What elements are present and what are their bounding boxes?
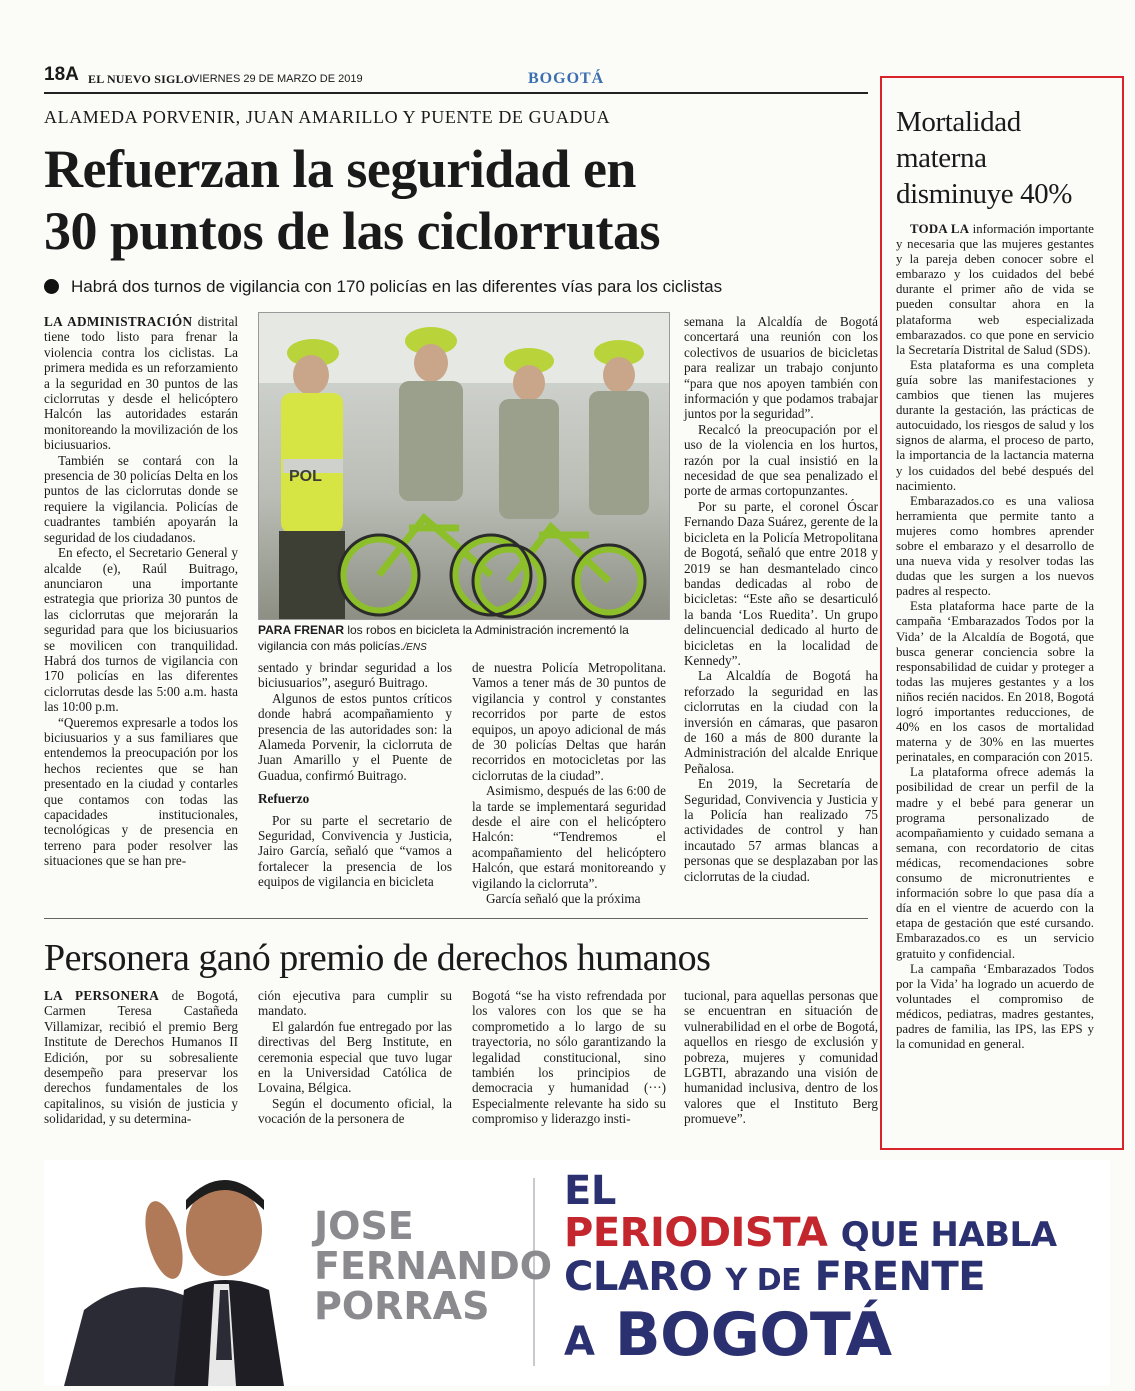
article2-headline: Personera ganó premio de derechos humanos	[44, 937, 711, 979]
advertisement-banner	[44, 1160, 1110, 1386]
paragraph: LA PERSONERA de Bogotá, Carmen Teresa Castañeda Villamizar, recibió el premio Berg Institute de Derechos Humanos II Edición, por su sobresaliente desempeño para preservar los derechos fundamentales de los capitalinos, su visión de justicia y solidaridad, y su determina-	[44, 988, 238, 1127]
ad-slogan	[564, 1170, 1057, 1375]
caption-lead: PARA FRENAR	[258, 623, 344, 637]
paragraph: El galardón fue entregado por las directivas del Berg Institute, en ceremonia especial que tuvo lugar en la Universidad Católica de Lovaina, Bélgica.	[258, 1018, 452, 1096]
slogan-line-3: CLARO Y DE FRENTE	[564, 1254, 986, 1300]
paragraph: sentado y brindar seguridad a los biciusuarios”, aseguró Buitrago.	[258, 660, 452, 691]
article-headline	[44, 138, 864, 262]
name-line-1: JOSE	[314, 1204, 414, 1248]
paragraph: Asimismo, después de las 6:00 de la tarde se implementará seguridad desde el aire con el helicóptero Halcón: “Tendremos el acompañamiento del helicóptero Halcón, que estará monitoreando y vigilando la ciclorruta”.	[472, 783, 666, 891]
issue-date: VIERNES 29 DE MARZO DE 2019	[192, 73, 363, 85]
paragraph: Por su parte, el coronel Óscar Fernando Daza Suárez, gerente de la bicicleta en la Policía Metropolitana de Bogotá, señaló que entre 2018 y 2019 se han desmantelado cinco bandas dedicadas al robo de bicicletas: “Este año se desarticuló la banda ‘Los Ruedita’. Un grupo delincuencial dedicado al hurto de bicicletas en la localidad de Kennedy”.	[684, 498, 878, 668]
photo-credit: /ENS	[403, 642, 427, 653]
slogan-line-4: A BOGOTÁ	[564, 1300, 892, 1370]
paragraph: La Alcaldía de Bogotá ha reforzado la seguridad en las ciclorrutas en la ciudad con la inversión en cámaras, que pasaron de 160 a más de 800 durante la Administración del alcalde Enrique Peñalosa.	[684, 668, 878, 776]
lead-in: LA PERSONERA	[44, 988, 160, 1003]
paragraph: LA ADMINISTRACIÓN distrital tiene todo listo para frenar la violencia contra los ciclistas. La primera medida es un reforzamiento a la seguridad en 30 puntos de las ciclorrutas y desde el helicóptero Halcón las autoridades estarán monitoreando la movilización de los biciusuarios.	[44, 314, 238, 453]
article-column-4	[684, 314, 878, 884]
article-photo	[258, 312, 670, 620]
sidebar-body	[896, 222, 1094, 1052]
lead-in: TODA LA	[910, 222, 970, 236]
paragraph: TODA LA información importante y necesaria que las mujeres gestantes y la pareja deben conocer sobre el embarazo y los cuidados del bebé durante el primer año de vida se pueden consultar ahora en la plataforma web especializada embarazados. co que pone en servicio la Secretaría Distrital de Salud (SDS).	[896, 222, 1094, 357]
paragraph: ción ejecutiva para cumplir su mandato.	[258, 988, 452, 1019]
paragraph: También se contará con la presencia de 30 policías Delta en los puntos de las ciclorrutas donde se requiere la vigilancia. Policías de cuadrantes también apoyarán la seguridad de los ciudadanos.	[44, 452, 238, 545]
paragraph: semana la Alcaldía de Bogotá concertará una reunión con los colectivos de usuarios de bicicletas para realizar un trabajo conjunto “para que nos apoyen también con información y que podamos trabajar juntos por la seguridad”.	[684, 314, 878, 422]
masthead-rule	[44, 92, 868, 94]
article-column-1	[44, 314, 238, 869]
article-column-2	[258, 660, 452, 890]
paragraph: Algunos de estos puntos críticos donde habrá acompañamiento y presencia de las autoridades son: la Alameda Porvenir, la ciclorruta de Juan Amarillo y el Puente de Guadua, confirmó Buitrago.	[258, 690, 452, 783]
sidebar-title	[896, 104, 1116, 212]
sidebar-title-line-1: Mortalidad	[896, 106, 1021, 138]
paragraph: “Queremos expresarle a todos los biciusuarios y a sus familiares que entendemos la preocupación por los hechos recientes que se han presentado en la ciudad y contarles que contamos con todas las capacidades institucionales, tecnológicas y de presencia en terreno para poder resolver las situaciones que se han pre-	[44, 714, 238, 869]
paragraph: de nuestra Policía Metropolitana. Vamos a tener más de 30 puntos de vigilancia y control y constantes recorridos por parte de estos equipos, un apoyo adicional de más de 30 policías Deltas que harán recorridos en motocicletas por las ciclorrutas de la ciudad”.	[472, 660, 666, 783]
sidebar-title-line-2: materna	[896, 142, 987, 174]
paragraph: En 2019, la Secretaría de Seguridad, Convivencia y Justicia y la Policía han realizado 75 actividades de control y han incautado 57 armas blancas a personas que se desplazaban por las ciclorrutas de la ciudad.	[684, 776, 878, 884]
page-number: 18A	[44, 64, 79, 85]
bullet-icon	[44, 279, 59, 294]
paragraph: García señaló que la próxima	[486, 891, 641, 907]
section-subheading: Refuerzo	[258, 791, 310, 807]
article2-column-3	[472, 988, 666, 1127]
headline-line-1: Refuerzan la seguridad en	[44, 139, 636, 199]
paragraph: Según el documento oficial, la vocación de la personera de	[258, 1095, 452, 1127]
paragraph: Por su parte el secretario de Seguridad, Convivencia y Justicia, Jairo García, señaló que “vamos a fortalecer la presencia de los equipos de vigilancia en bicicleta	[258, 812, 452, 890]
candidate-name	[314, 1206, 552, 1326]
paragraph: Recalcó la preocupación por el uso de la violencia en los hurtos, razón por la cual insistió en la necesidad de que sea penalizado el porte de armas cortopunzantes.	[684, 421, 878, 499]
article2-column-4	[684, 988, 878, 1127]
newspaper-name: EL NUEVO SIGLO	[88, 72, 194, 86]
subhead-text: Habrá dos turnos de vigilancia con 170 policías en las diferentes vías para los ciclistas	[71, 277, 723, 296]
article-column-3	[472, 660, 666, 907]
name-line-3: PORRAS	[314, 1284, 490, 1328]
section-name: BOGOTÁ	[528, 70, 605, 87]
paragraph: Bogotá “se ha visto refrendada por los valores con los que se ha comprometido a lo largo de su trayectoria, no sólo garantizando la legalidad constitucional, sino también los principios de democracia y humanidad (···) Especialmente relevante ha sido su compromiso y liderazgo insti-	[472, 988, 666, 1127]
lead-in: LA ADMINISTRACIÓN	[44, 314, 193, 329]
article-divider	[44, 918, 868, 919]
paragraph: Embarazados.co es una valiosa herramienta que permite tanto a mujeres como hombres aprender sobre el embarazo y el desarrollo de una nueva vida y resolver todas las dudas que les surgen a los nuevos padres al respecto.	[896, 493, 1094, 599]
slogan-line-2: PERIODISTA QUE HABLA	[564, 1210, 1057, 1256]
paragraph: tucional, para aquellas personas que se encuentran en situación de vulnerabilidad en el orbe de Bogotá, aquellos en riesgo de exclusión y pobreza, mujeres y comunidad LGBTI, abrazando una visión de humanidad inclusiva, dentro de los valores que el Instituto Berg promueve”.	[684, 988, 878, 1127]
article-subhead	[44, 277, 864, 297]
headline-line-2: 30 puntos de las ciclorrutas	[44, 201, 661, 261]
name-line-2: FERNANDO	[314, 1244, 553, 1288]
paragraph: En efecto, el Secretario General y alcalde (e), Raúl Buitrago, anunciaron una importante estrategia que prioriza 30 puntos de las ciclorrutas que mejorarán la seguridad para que los biciusuarios se movilicen con tranquilidad. Habrá dos turnos de vigilancia con 170 policías en las diferentes ciclorrutas desde las 5:00 a.m. hasta las 10:00 p.m.	[44, 545, 238, 715]
paragraph: La campaña ‘Embarazados Todos por la Vida’ ha logrado un acuerdo de voluntades el compromiso de médicos, pediatras, madres gestantes, padres de familia, las IPS, las EPS y la comunidad en general.	[896, 961, 1094, 1052]
article2-column-2	[258, 988, 452, 1127]
paragraph: La plataforma ofrece además la posibilidad de crear un perfil de la madre y el bebé para generar un programa personalizado de acompañamiento y cuidado semana a semana, con recordatorio de citas médicas, recomendaciones sobre consumo de micronutrientes e información sobre lo que pasa día a día en el vientre de acuerdo con la etapa de gestación que esté cursando. Embarazados.co es un servicio gratuito y confidencial.	[896, 765, 1094, 961]
article-kicker: ALAMEDA PORVENIR, JUAN AMARILLO Y PUENTE DE GUADUA	[44, 107, 611, 127]
article2-column-1	[44, 988, 238, 1127]
photo-caption: PARA FRENAR los robos en bicicleta la Administración incrementó la vigilancia con más policías./ENS	[258, 623, 629, 653]
vest-label: POL	[289, 468, 322, 485]
sidebar-title-line-3: disminuye 40%	[896, 178, 1073, 210]
paragraph: Esta plataforma hace parte de la campaña ‘Embarazados Todos por la Vida’ de la Alcaldía de Bogotá, que busca generar conciencia sobre la responsabilidad de cuidar y proteger a todas las mujeres gestantes y a los niños recién nacidos. En 2018, Bogotá logró importantes reducciones, de 40% en los casos de mortalidad materna y de 30% en las muertes perinatales, en comparación con 2015.	[896, 599, 1094, 765]
slogan-line-1: EL	[564, 1168, 616, 1214]
paragraph: Esta plataforma es una completa guía sobre las manifestaciones y cambios que tienen las mujeres durante la gestación, las prácticas de autocuidado, los riesgos de salud y los signos de alarma, el proceso de parto, la importancia de la lactancia materna y los cuidados del bebé después del nacimiento.	[896, 357, 1094, 493]
